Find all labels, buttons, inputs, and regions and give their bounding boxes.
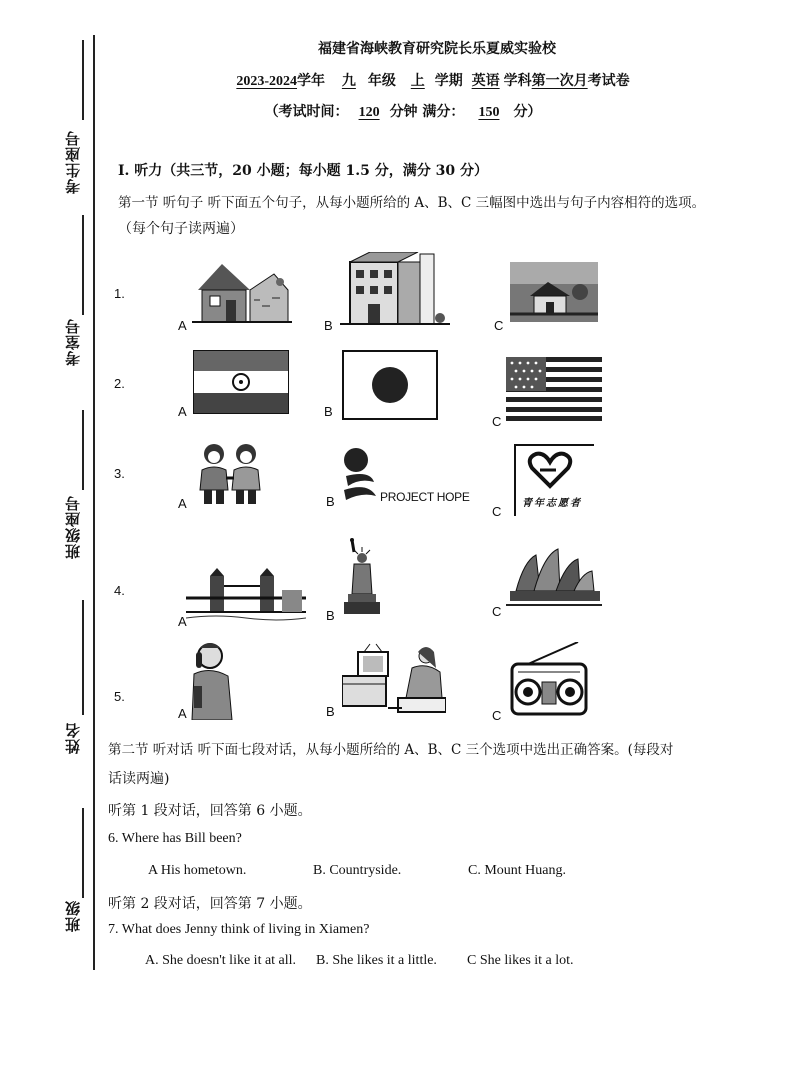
q7-option-a[interactable]: A. She doesn't like it at all. (145, 953, 297, 968)
q6-option-b[interactable]: B. Countryside. (313, 863, 402, 878)
label-xueke: 学科 (503, 73, 532, 89)
grade: 九 (341, 73, 356, 89)
option-label[interactable]: B (326, 704, 335, 719)
woman-watching-tv-picture[interactable] (342, 642, 446, 718)
option-label[interactable]: C (492, 504, 502, 519)
house-picture[interactable] (192, 260, 292, 328)
option-label[interactable]: A (178, 404, 187, 419)
name-blank[interactable] (82, 600, 84, 715)
part1-instructions: 第一节 听句子 听下面五个句子，从每小题所给的 A、B、C 三幅图中选出与句子内容相符的选项。 (118, 195, 706, 211)
option-label[interactable]: C (492, 414, 502, 429)
london-bridge-picture[interactable] (186, 568, 306, 624)
dialogue-1-instruction: 听第 1 段对话，回答第 6 小题。 (108, 803, 312, 819)
name-label: 姓名 (64, 722, 82, 754)
label-nianji: 年级 (367, 73, 396, 89)
option-label[interactable]: A (178, 496, 187, 511)
class-blank[interactable] (82, 808, 84, 898)
option-label[interactable]: A (178, 706, 187, 721)
man-on-phone-picture[interactable] (188, 638, 238, 720)
option-label[interactable]: B (324, 318, 333, 333)
class-seat-no-blank[interactable] (82, 410, 84, 490)
label-fenzhong: 分钟 满分： (389, 104, 465, 120)
dialogue-2-instruction: 听第 2 段对话，回答第 7 小题。 (108, 896, 312, 912)
label-time: （考试时间： (264, 104, 349, 120)
question-number: 2. (114, 376, 125, 391)
subject: 英语 (471, 73, 500, 89)
seat-no-label: 考生座号 (64, 130, 82, 194)
two-kids-picture[interactable] (192, 440, 272, 506)
india-flag-picture[interactable] (193, 350, 289, 414)
option-label[interactable]: B (326, 494, 335, 509)
class-label: 班级 (64, 900, 82, 932)
label-xuenian: 学年 (297, 73, 326, 89)
city-building-picture[interactable] (340, 252, 450, 330)
question-number: 3. (114, 466, 125, 481)
option-label[interactable]: A (178, 614, 187, 629)
radio-cassette-picture[interactable] (508, 642, 590, 718)
class-seat-no-label: 班级座号 (64, 495, 82, 559)
exam-info (6, 101, 794, 121)
q7-option-b[interactable]: B. She likes it a little. (316, 953, 437, 968)
option-label[interactable]: B (326, 608, 335, 623)
japan-flag-picture[interactable] (342, 350, 438, 420)
label-kaoshijuan: 考试卷 (587, 73, 630, 89)
usa-flag-picture[interactable] (506, 357, 602, 421)
question-7: 7. What does Jenny think of living in Xiamen? (108, 922, 370, 937)
statue-of-liberty-picture[interactable] (338, 538, 380, 616)
project-hope-logo[interactable] (340, 446, 380, 506)
full-score: 150 (478, 105, 500, 120)
exam-title (36, 70, 794, 90)
sydney-opera-house-picture[interactable] (506, 545, 602, 609)
rural-house-picture[interactable] (510, 262, 598, 322)
room-no-label: 考室号 (64, 318, 82, 366)
question-number: 4. (114, 583, 125, 598)
part1-note: （每个句子读两遍） (118, 221, 244, 237)
q6-option-a[interactable]: A His hometown. (148, 863, 247, 878)
option-label[interactable]: C (494, 318, 504, 333)
semester: 上 (410, 73, 425, 89)
part2-instructions: 第二节 听对话 听下面七段对话，从每小题所给的 A、B、C 三个选项中选出正确答案。(每段对 (108, 742, 674, 758)
exam-time: 120 (358, 105, 380, 120)
room-no-blank[interactable] (82, 215, 84, 315)
section-title: Ⅰ. 听力（共三节，20 小题；每小题 1.5 分，满分 30 分） (118, 163, 488, 179)
year: 2023-2024 (236, 74, 298, 89)
q7-option-c[interactable]: C She likes it a lot. (467, 953, 574, 968)
option-label[interactable]: B (324, 404, 333, 419)
volunteer-logo-text: 青年志愿者 (522, 498, 582, 509)
q6-option-c[interactable]: C. Mount Huang. (468, 863, 566, 878)
project-hope-text: PROJECT HOPE (380, 490, 470, 504)
exam-name: 第一次月 (531, 73, 588, 89)
question-number: 5. (114, 689, 125, 704)
option-label[interactable]: A (178, 318, 187, 333)
label-xueqi: 学期 (434, 73, 463, 89)
part2-note: 话读两遍) (108, 771, 170, 787)
question-6: 6. Where has Bill been? (108, 831, 242, 846)
binding-line (93, 35, 95, 970)
question-number: 1. (114, 286, 125, 301)
heart-hand-icon (526, 450, 574, 490)
label-fen: 分） (513, 104, 542, 120)
option-label[interactable]: C (492, 604, 502, 619)
school-title: 福建省海峡教育研究院长乐夏威实验校 (318, 41, 556, 57)
option-label[interactable]: C (492, 708, 502, 723)
